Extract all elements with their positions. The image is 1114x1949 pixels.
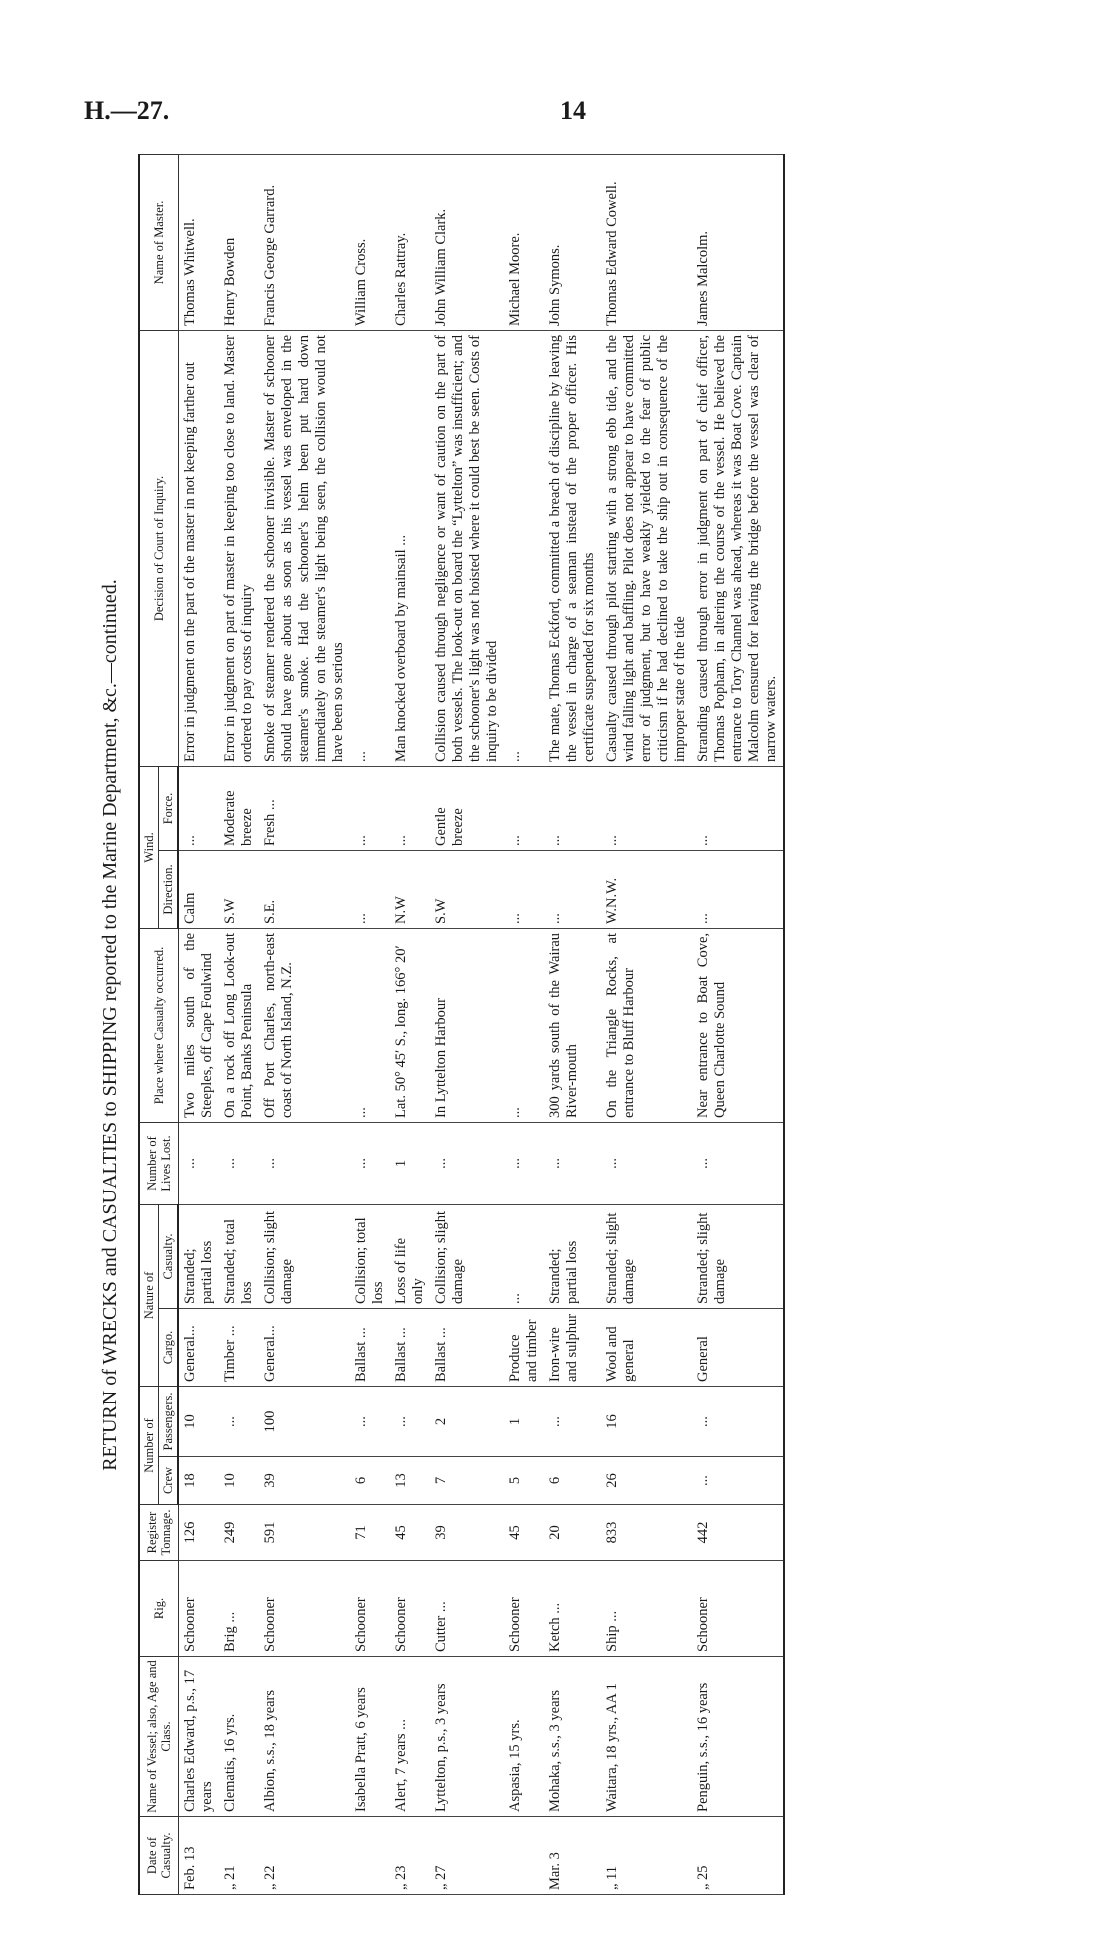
header-passengers: Passengers. [159,1387,179,1457]
casualty-cell: Loss of life only [390,1204,430,1308]
date-cell: Feb. 13 [178,1817,219,1895]
tonnage-cell: 833 [601,1505,692,1561]
tonnage-cell: 126 [178,1505,219,1561]
table-row [219,154,259,1894]
header-tonnage: Register Tonnage. [139,1505,178,1561]
casualty-cell: ... [504,1204,544,1308]
cargo-cell: General [692,1309,784,1387]
decision-cell: Man knocked overboard by mainsail ... [390,330,430,766]
crew-cell: 6 [350,1457,390,1505]
cargo-cell: General... [178,1309,219,1387]
tonnage-cell: 591 [259,1505,350,1561]
rig-cell: Ship ... [601,1561,692,1657]
place-cell: Near entrance to Boat Cove, Queen Charlotte Sound [692,928,784,1122]
master-cell: John Symons. [544,154,601,330]
master-cell: William Cross. [350,154,390,330]
wind-force-cell: ... [178,766,219,850]
page-number: 14 [560,96,586,125]
table-row [544,154,601,1894]
casualty-cell: Collision; total loss [350,1204,390,1308]
cargo-cell: Iron-wire and sulphur [544,1309,601,1387]
passengers-cell: 16 [601,1387,692,1457]
wind-direction-cell: S.W [219,850,259,928]
lives-lost-cell: ... [504,1122,544,1204]
date-cell: „ 22 [259,1817,350,1895]
cargo-cell: Wool and general [601,1309,692,1387]
rig-cell: Schooner [259,1561,350,1657]
document-id: H.—27. [84,96,170,125]
wind-force-cell: ... [601,766,692,850]
header-place: Place where Casualty occurred. [139,928,178,1122]
master-cell: Francis George Garrard. [259,154,350,330]
wind-direction-cell: S.E. [259,850,350,928]
cargo-cell: Ballast ... [430,1309,504,1387]
wind-direction-cell: ... [350,850,390,928]
crew-cell: 39 [259,1457,350,1505]
header-wind-force: Force. [159,766,179,850]
vessel-cell: Aspasia, 15 yrs. [504,1657,544,1817]
cargo-cell: Produce and timber [504,1309,544,1387]
wind-force-cell: ... [504,766,544,850]
vessel-cell: Isabella Pratt, 6 years [350,1657,390,1817]
wind-direction-cell: S.W [430,850,504,928]
rig-cell: Schooner [504,1561,544,1657]
crew-cell: 10 [219,1457,259,1505]
cargo-cell: Ballast ... [350,1309,390,1387]
place-cell: 300 yards south of the Wairau River-mouth [544,928,601,1122]
vessel-cell: Waitara, 18 yrs., AA 1 [601,1657,692,1817]
header-wind: Wind. [139,766,159,928]
header-crew: Crew [159,1457,179,1505]
rig-cell: Schooner [390,1561,430,1657]
header-rig: Rig. [139,1561,178,1657]
casualty-cell: Collision; slight damage [430,1204,504,1308]
vessel-cell: Penguin, s.s., 16 years [692,1657,784,1817]
passengers-cell: 1 [504,1387,544,1457]
date-cell [504,1817,544,1895]
vessel-cell: Alert, 7 years ... [390,1657,430,1817]
place-cell: On the Triangle Rocks, at entrance to Bluff Harbour [601,928,692,1122]
tonnage-cell: 249 [219,1505,259,1561]
header-cargo: Cargo. [159,1309,179,1387]
place-cell: In Lyttelton Harbour [430,928,504,1122]
casualty-cell: Stranded; partial loss [544,1204,601,1308]
cargo-cell: General... [259,1309,350,1387]
lives-lost-cell: ... [544,1122,601,1204]
lives-lost-cell: ... [430,1122,504,1204]
date-cell: „ 27 [430,1817,504,1895]
decision-cell: ... [504,330,544,766]
date-cell: „ 11 [601,1817,692,1895]
casualty-cell: Stranded; partial loss [178,1204,219,1308]
crew-cell: 5 [504,1457,544,1505]
wrecks-table [138,154,785,1895]
crew-cell: 13 [390,1457,430,1505]
lives-lost-cell: ... [692,1122,784,1204]
master-cell: Michael Moore. [504,154,544,330]
wind-direction-cell: ... [692,850,784,928]
wind-force-cell: ... [390,766,430,850]
header-lives-lost: Number of Lives Lost. [139,1122,178,1204]
date-cell [350,1817,390,1895]
passengers-cell: 100 [259,1387,350,1457]
master-cell: Thomas Edward Cowell. [601,154,692,330]
vessel-cell: Lyttelton, p.s., 3 years [430,1657,504,1817]
tonnage-cell: 71 [350,1505,390,1561]
header-number-of: Number of [139,1387,159,1505]
decision-cell: The mate, Thomas Eckford, committed a breach of discipline by leaving the vessel in charge of a seaman instead of the proper officer. His certificate suspended for six months [544,330,601,766]
table-row [692,154,784,1894]
wind-force-cell: ... [544,766,601,850]
place-cell: Two miles south of the Steeples, off Cape Foulwind [178,928,219,1122]
crew-cell: 26 [601,1457,692,1505]
master-cell: James Malcolm. [692,154,784,330]
header-nature-of: Nature of [139,1204,159,1386]
place-cell: Off Port Charles, north-east coast of North Island, N.Z. [259,928,350,1122]
table-row [430,154,504,1894]
casualty-cell: Collision; slight damage [259,1204,350,1308]
header-decision: Decision of Court of Inquiry. [139,330,178,766]
vessel-cell: Mohaka, s.s., 3 years [544,1657,601,1817]
casualty-cell: Stranded; total loss [219,1204,259,1308]
lives-lost-cell: ... [178,1122,219,1204]
lives-lost-cell: ... [350,1122,390,1204]
rig-cell: Schooner [178,1561,219,1657]
table-row [504,154,544,1894]
place-cell: ... [350,928,390,1122]
table-row [601,154,692,1894]
wind-force-cell: ... [692,766,784,850]
decision-cell: Error in judgment on part of master in keeping too close to land. Master ordered to pay costs of inquiry [219,330,259,766]
rig-cell: Ketch ... [544,1561,601,1657]
decision-cell: Error in judgment on the part of the master in not keeping farther out [178,330,219,766]
wind-direction-cell: ... [544,850,601,928]
cargo-cell: Timber ... [219,1309,259,1387]
wind-force-cell: ... [350,766,390,850]
header-vessel: Name of Vessel; also, Age and Class. [139,1657,178,1817]
decision-cell: Smoke of steamer rendered the schooner invisible. Master of schooner should have gone about as soon as his vessel was enveloped in the steamer's smoke. Had the schooner's helm been put hard down immediately on the steamer's light being seen, the collision would not have been so serious [259,330,350,766]
lives-lost-cell: ... [601,1122,692,1204]
crew-cell: 7 [430,1457,504,1505]
date-cell: „ 23 [390,1817,430,1895]
vessel-cell: Clematis, 16 yrs. [219,1657,259,1817]
passengers-cell: ... [350,1387,390,1457]
date-cell: „ 21 [219,1817,259,1895]
master-cell: John William Clark. [430,154,504,330]
casualty-cell: Stranded; slight damage [601,1204,692,1308]
table-row [178,154,219,1894]
master-cell: Henry Bowden [219,154,259,330]
table-title: RETURN of WRECKS and CASUALTIES to SHIPPING reported to the Marine Department, &c.—continued. [99,579,121,1471]
lives-lost-cell: 1 [390,1122,430,1204]
rig-cell: Cutter ... [430,1561,504,1657]
wind-direction-cell: ... [504,850,544,928]
header-wind-direction: Direction. [159,850,179,928]
table-row [350,154,390,1894]
decision-cell: Casualty caused through pilot starting with a strong ebb tide, and the wind falling light and baffling. Pilot does not appear to have committed error of judgment, but to have weakly yielded to the fear of public criticism if he had declined to take the ship out in consequence of the improper state of the tide [601,330,692,766]
rig-cell: Schooner [692,1561,784,1657]
crew-cell: 6 [544,1457,601,1505]
casualty-cell: Stranded; slight damage [692,1204,784,1308]
decision-cell: Collision caused through negligence or want of caution on the part of both vessels. The look-out on board the “Lyttelton” was insufficient; and the schooner's light was not hoisted where it could best be seen. Costs of inquiry to be divided [430,330,504,766]
vessel-cell: Albion, s.s., 18 years [259,1657,350,1817]
crew-cell: 18 [178,1457,219,1505]
rotated-return-table-block [90,155,1080,1895]
date-cell: „ 25 [692,1817,784,1895]
passengers-cell: ... [544,1387,601,1457]
wind-force-cell: Moderate breeze [219,766,259,850]
master-cell: Thomas Whitwell. [178,154,219,330]
rig-cell: Schooner [350,1561,390,1657]
wind-direction-cell: W.N.W. [601,850,692,928]
tonnage-cell: 39 [430,1505,504,1561]
wind-direction-cell: Calm [178,850,219,928]
decision-cell: Stranding caused through error in judgment on part of chief officer, Thomas Popham, in altering the course of the vessel. He believed the entrance to Tory Channel was ahead, whereas it was Boat Cove. Captain Malcolm censured for leaving the bridge before the vessel was clear of narrow waters. [692,330,784,766]
wind-direction-cell: N.W [390,850,430,928]
wind-force-cell: Fresh ... [259,766,350,850]
place-cell: ... [504,928,544,1122]
vessel-cell: Charles Edward, p.s., 17 years [178,1657,219,1817]
header-casualty: Casualty. [159,1204,179,1308]
rig-cell: Brig ... [219,1561,259,1657]
passengers-cell: ... [219,1387,259,1457]
wind-force-cell: Gentle breeze [430,766,504,850]
tonnage-cell: 45 [390,1505,430,1561]
passengers-cell: 10 [178,1387,219,1457]
place-cell: On a rock off Long Look-out Point, Banks Peninsula [219,928,259,1122]
lives-lost-cell: ... [219,1122,259,1204]
crew-cell: ... [692,1457,784,1505]
decision-cell: ... [350,330,390,766]
tonnage-cell: 45 [504,1505,544,1561]
date-cell: Mar. 3 [544,1817,601,1895]
table-row [390,154,430,1894]
place-cell: Lat. 50° 45′ S., long. 166° 20′ [390,928,430,1122]
table-row [259,154,350,1894]
table-body [178,154,784,1894]
tonnage-cell: 442 [692,1505,784,1561]
header-master: Name of Master. [139,154,178,330]
tonnage-cell: 20 [544,1505,601,1561]
passengers-cell: 2 [430,1387,504,1457]
passengers-cell: ... [692,1387,784,1457]
passengers-cell: ... [390,1387,430,1457]
lives-lost-cell: ... [259,1122,350,1204]
header-date: Date of Casualty. [139,1817,178,1895]
master-cell: Charles Rattray. [390,154,430,330]
cargo-cell: Ballast ... [390,1309,430,1387]
